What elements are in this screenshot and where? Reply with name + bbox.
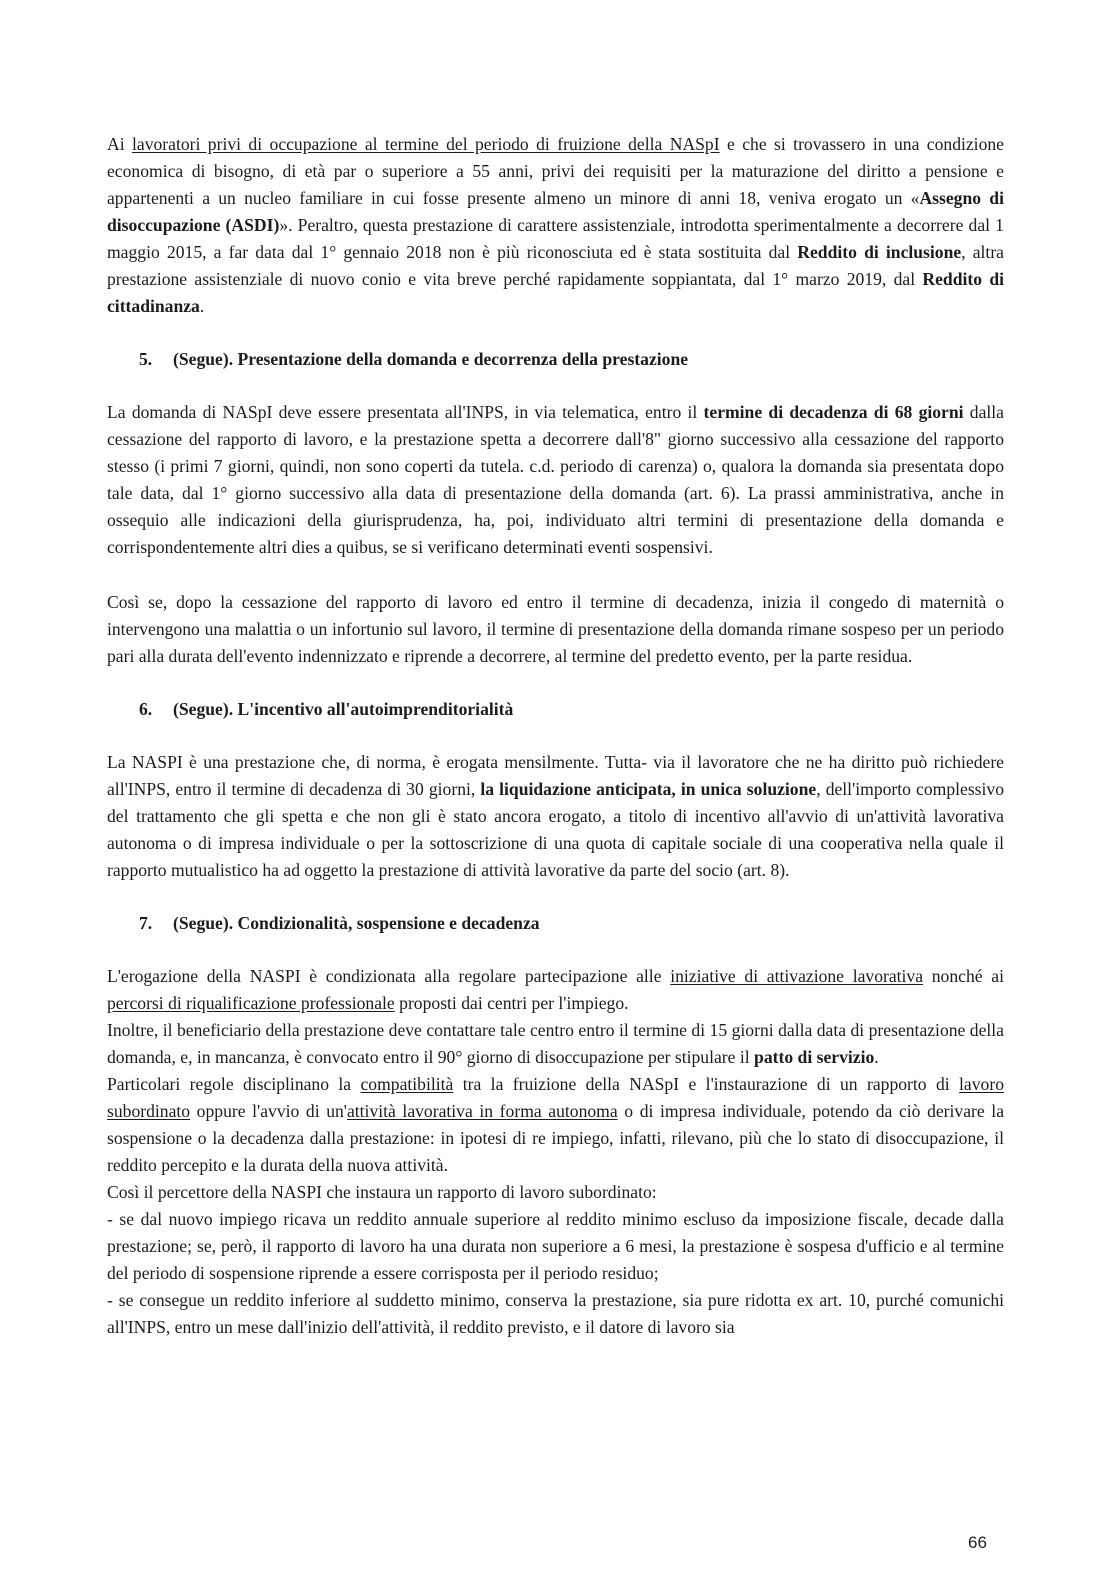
section-number: 6. — [139, 699, 153, 719]
text-run: Ai — [107, 134, 132, 154]
text-run: La domanda di NASpI deve essere presentata all'INPS, in via telematica, entro il — [107, 402, 704, 422]
text-run: , altra prestazione assistenziale di nuovo conio e vita breve perché rapidamente soppiantata, dal 1° marzo 2019, dal — [107, 242, 1004, 289]
section-title: (Segue). Condizionalità, sospensione e decadenza — [173, 913, 540, 933]
text-run: , dell'importo complessivo del trattamento che gli spetta e che non gli è stato ancora erogato, a titolo di incentivo all'avvio di un'attività lavorativa autonoma o di impresa individuale o per la sottoscrizione di una quota di capitale sociale di una cooperativa nella quale il rapporto mutualistico ha ad oggetto la prestazione di attività lavorative da parte del socio (art. 8). — [107, 779, 1004, 880]
section-title: (Segue). Presentazione della domanda e decorrenza della prestazione — [173, 349, 689, 369]
bold-phrase: Assegno di disoccupazione (ASDI) — [107, 188, 1004, 235]
text-run: e che si trovassero in una condizione economica di bisogno, di età par o superiore a 55 anni, privi dei requisiti per la maturazione del diritto a pensione e appartenenti a un nucleo familiare in cui fosse presente almeno un minore di anni 18, veniva erogato un « — [107, 134, 1004, 208]
underlined-phrase: lavoro subordinato — [107, 1074, 1004, 1121]
text-run: Così se, dopo la cessazione del rapporto di lavoro ed entro il termine di decadenza, inizia il congedo di maternità o intervengono una malattia o un infortunio sul lavoro, il termine di presentazione della domanda rimane sospeso per un periodo pari alla durata dell'evento indennizzato e riprende a decorrere, al termine del predetto evento, per la parte residua. — [107, 592, 1004, 666]
text-run: Inoltre, il beneficiario della prestazione deve contattare tale centro entro il termine di 15 giorni dalla data di presentazione della domanda, e, in mancanza, è convocato entro il 90° giorno di disoccupazione per stipulare il — [107, 1020, 1004, 1067]
paragraph-sospensione-termine — [107, 589, 1004, 670]
section-heading-6 — [139, 696, 1004, 723]
document-page — [107, 131, 1004, 1341]
text-run: Così il percettore della NASPI che instaura un rapporto di lavoro subordinato: — [107, 1182, 657, 1202]
text-run: . — [199, 296, 205, 316]
bold-phrase: Reddito di cittadinanza — [107, 269, 1004, 316]
section-heading-7 — [139, 910, 1004, 937]
text-run: La NASPI è una prestazione che, di norma, è erogata mensilmente. Tutta- via il lavoratore che ne ha diritto può richiedere all'INPS, entro il termine di decadenza di 30 giorni, — [107, 752, 1004, 799]
paragraph-compatibilita — [107, 1071, 1004, 1179]
text-run: o di impresa individuale, potendo da ciò derivare la sospensione o la decadenza dalla prestazione: in ipotesi di re impiego, infatti, rilevano, più che lo stato di disoccupazione, il reddito percepito e la durata della nuova attività. — [107, 1101, 1005, 1175]
text-run: ». Peraltro, questa prestazione di carattere assistenziale, introdotta sperimentalmente a decorrere dal 1 maggio 2015, a far data dal 1° gennaio 2018 non è più riconosciuta ed è stata sostituita dal — [107, 215, 1004, 262]
paragraph-incentivo — [107, 749, 1004, 884]
underlined-phrase: iniziative di attivazione lavorativa — [670, 966, 924, 986]
section-number: 5. — [139, 349, 153, 369]
section-title: (Segue). L'incentivo all'autoimprenditorialità — [173, 699, 514, 719]
paragraph-patto-servizio — [107, 1017, 1004, 1071]
bold-phrase: la liquidazione anticipata, in unica soluzione — [480, 779, 817, 799]
section-heading-5 — [139, 346, 1004, 373]
text-run: - se dal nuovo impiego ricava un reddito annuale superiore al reddito minimo escluso da imposizione fiscale, decade dalla prestazione; se, però, il rapporto di lavoro ha una durata non superiore a 6 mesi, la prestazione è sospesa d'ufficio e al termine del periodo di sospensione riprende a essere corrisposta per il periodo residuo; — [107, 1209, 1004, 1283]
bold-phrase: patto di servizio — [754, 1047, 875, 1067]
text-run: - se consegue un reddito inferiore al suddetto minimo, conserva la prestazione, sia pure ridotta ex art. 10, purché comunichi all'INPS, entro un mese dall'inizio dell'attività, il reddito previsto, e il datore di lavoro sia — [107, 1290, 1004, 1337]
underlined-phrase: attività lavorativa in forma autonoma — [346, 1101, 618, 1121]
paragraph-domanda — [107, 399, 1004, 561]
text-run: dalla cessazione del rapporto di lavoro, e la prestazione spetta a decorrere dall'8" giorno successivo alla cessazione del rapporto stesso (i primi 7 giorni, quindi, non sono coperti da tutela. c.d. periodo di carenza) o, qualora la domanda sia presentata dopo tale data, dal 1° giorno successivo alla data di presentazione della domanda (art. 6). La prassi amministrativa, anche in ossequio alle indicazioni della giurisprudenza, ha, poi, individuato altri termini di presentazione della domanda e corrispondentemente altri dies a quibus, se si verificano determinati eventi sospensivi. — [107, 402, 1004, 557]
list-item-conserva — [107, 1287, 1004, 1341]
list-item-decade — [107, 1206, 1004, 1287]
section-number: 7. — [139, 913, 153, 933]
paragraph-percettore — [107, 1179, 1004, 1206]
underlined-phrase: percorsi di riqualificazione professionale — [107, 993, 395, 1013]
text-run: proposti dai centri per l'impiego. — [394, 993, 629, 1013]
underlined-phrase: compatibilità — [360, 1074, 454, 1094]
text-run: Particolari regole disciplinano la — [107, 1074, 361, 1094]
text-run: oppure l'avvio di un' — [190, 1101, 347, 1121]
text-run: nonché ai — [923, 966, 1004, 986]
text-run: L'erogazione della NASPI è condizionata alla regolare partecipazione alle — [107, 966, 671, 986]
page-number: 66 — [968, 1533, 987, 1552]
underlined-phrase: lavoratori privi di occupazione al termine del periodo di fruizione della NASpI — [132, 134, 720, 154]
paragraph-condizionalita — [107, 963, 1004, 1017]
text-run: . — [874, 1047, 879, 1067]
bold-phrase: Reddito di inclusione — [797, 242, 962, 262]
bold-phrase: termine di decadenza di 68 giorni — [703, 402, 964, 422]
paragraph-asdi — [107, 131, 1004, 320]
text-run: tra la fruizione della NASpI e l'instaurazione di un rapporto di — [453, 1074, 960, 1094]
